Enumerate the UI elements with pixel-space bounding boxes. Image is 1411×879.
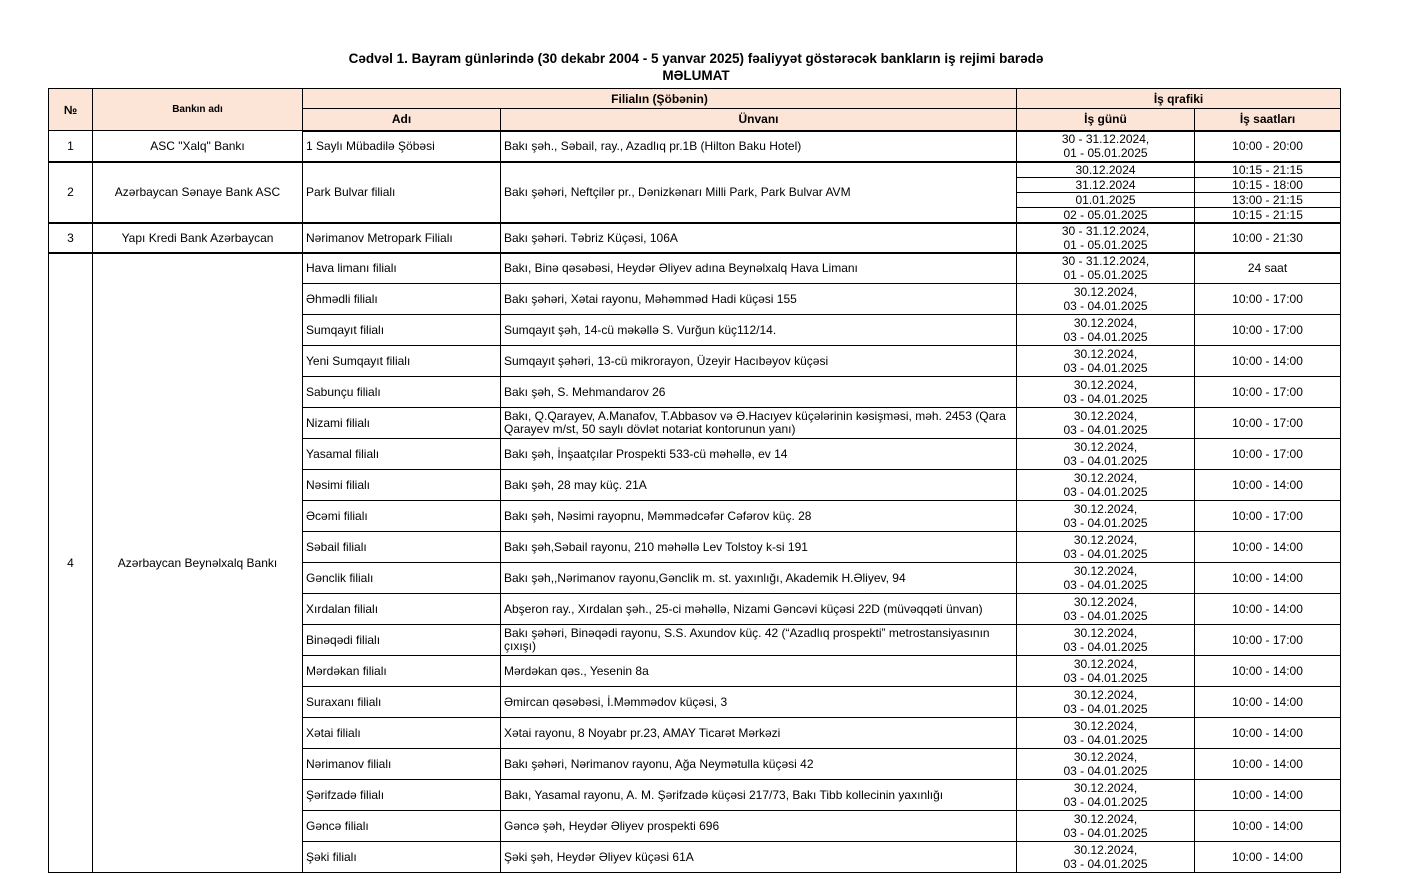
work-day-line: 03 - 04.01.2025 <box>1063 516 1148 530</box>
row-address: Bakı şəhəri, Nərimanov rayonu, Ağa Neymətulla küçəsi 42 <box>501 749 1017 780</box>
row-address: Əmircan qəsəbəsi, İ.Məmmədov küçəsi, 3 <box>501 687 1017 718</box>
row-bank-name: ASC "Xalq" Bankı <box>93 131 303 162</box>
row-branch-name: Gəncə filialı <box>303 811 501 842</box>
row-work-hours: 10:00 - 14:00 <box>1195 687 1341 718</box>
row-address: Abşeron ray., Xırdalan şəh., 25-ci məhəllə, Nizami Gəncəvi küçəsi 22D (müvəqqəti ünvan) <box>501 594 1017 625</box>
row-work-day <box>1017 377 1195 408</box>
work-day-line: 03 - 04.01.2025 <box>1063 578 1148 592</box>
row-branch-name: Əcəmi filialı <box>303 501 501 532</box>
work-day-line: 30.12.2024, <box>1073 564 1138 578</box>
row-address: Bakı şəh, 28 may küç. 21A <box>501 470 1017 501</box>
row-address: Mərdəkan qəs., Yesenin 8a <box>501 656 1017 687</box>
row-work-day <box>1017 656 1195 687</box>
row-address: Bakı şəh, Nəsimi rayopnu, Məmmədcəfər Cəfərov küç. 28 <box>501 501 1017 532</box>
header-work-day: İş günü <box>1017 109 1195 131</box>
work-day-line: 03 - 04.01.2025 <box>1063 330 1148 344</box>
row-work-day <box>1017 625 1195 656</box>
row-branch-name: Səbail filialı <box>303 532 501 563</box>
row-work-hours: 10:00 - 17:00 <box>1195 377 1341 408</box>
work-day-line: 30.12.2024, <box>1073 719 1138 733</box>
row-branch-name: Şəki filialı <box>303 842 501 873</box>
row-address: Bakı şəhəri. Təbriz Küçəsi, 106A <box>501 223 1017 253</box>
row-work-day <box>1017 780 1195 811</box>
row-branch-name: Nərimanov Metropark Filialı <box>303 223 501 253</box>
work-day-line: 30.12.2024, <box>1073 285 1138 299</box>
row-branch-name: Gənclik filialı <box>303 563 501 594</box>
row-address: Sumqayıt şəhəri, 13-cü mikrorayon, Üzeyir Hacıbəyov küçəsi <box>501 346 1017 377</box>
row-work-hours: 10:00 - 17:00 <box>1195 284 1341 315</box>
row-work-hours: 10:00 - 17:00 <box>1195 408 1341 439</box>
table-subtitle: MƏLUMAT <box>662 68 730 83</box>
row-branch-name: Nizami filialı <box>303 408 501 439</box>
work-day-line: 03 - 04.01.2025 <box>1063 299 1148 313</box>
row-work-hours: 10:00 - 17:00 <box>1195 439 1341 470</box>
work-day-line: 30.12.2024, <box>1073 688 1138 702</box>
row-no: 2 <box>49 162 93 223</box>
row-branch-name: Şərifzadə filialı <box>303 780 501 811</box>
row-bank-name: Yapı Kredi Bank Azərbaycan <box>93 223 303 253</box>
work-day-line: 30.12.2024, <box>1073 471 1138 485</box>
row-work-day <box>1017 223 1195 253</box>
header-branch-name: Adı <box>303 109 501 131</box>
row-address: Bakı şəh,,Nərimanov rayonu,Gənclik m. st. yaxınlığı, Akademik H.Əliyev, 94 <box>501 563 1017 594</box>
work-day-line: 30.12.2024, <box>1073 843 1138 857</box>
work-day-line: 30 - 31.12.2024, <box>1061 132 1150 146</box>
table-row <box>49 223 1341 253</box>
row-work-day <box>1017 501 1195 532</box>
header-branch-group: Filialın (Şöbənin) <box>303 89 1017 109</box>
row-branch-name: Xətai filialı <box>303 718 501 749</box>
work-day-line: 03 - 04.01.2025 <box>1063 857 1148 871</box>
row-no: 1 <box>49 131 93 162</box>
work-day-line: 30.12.2024, <box>1073 347 1138 361</box>
work-day-line: 30.12.2024, <box>1073 595 1138 609</box>
row-bank-name: Azərbaycan Beynəlxalq Bankı <box>93 253 303 873</box>
row-work-hours: 10:00 - 14:00 <box>1195 749 1341 780</box>
row-address: Bakı şəhəri, Xətai rayonu, Məhəmməd Hadi küçəsi 155 <box>501 284 1017 315</box>
row-address: Bakı şəh, İnşaatçılar Prospekti 533-cü məhəllə, ev 14 <box>501 439 1017 470</box>
work-day-line: 03 - 04.01.2025 <box>1063 361 1148 375</box>
work-day-line: 30.12.2024, <box>1073 626 1138 640</box>
row-work-day <box>1017 253 1195 284</box>
work-day-line: 01 - 05.01.2025 <box>1063 268 1148 283</box>
work-day-line: 01 - 05.01.2025 <box>1063 237 1148 252</box>
row-work-day <box>1017 408 1195 439</box>
header-address: Ünvanı <box>501 109 1017 131</box>
row-address: Gəncə şəh, Heydər Əliyev prospekti 696 <box>501 811 1017 842</box>
row-work-day <box>1017 346 1195 377</box>
table-row <box>49 253 1341 284</box>
row-work-hours: 10:00 - 14:00 <box>1195 718 1341 749</box>
row-work-day <box>1017 532 1195 563</box>
work-day-line: 30.12.2024, <box>1073 750 1138 764</box>
row-work-hours: 10:15 - 21:15 <box>1195 207 1341 223</box>
header-row-1 <box>49 89 1341 109</box>
row-address: Sumqayıt şəh, 14-cü məkəllə S. Vurğun küç112/14. <box>501 315 1017 346</box>
bank-schedule-table <box>48 88 1341 873</box>
row-work-day: 02 - 05.01.2025 <box>1017 207 1195 223</box>
row-work-hours: 10:00 - 14:00 <box>1195 780 1341 811</box>
work-day-line: 30.12.2024, <box>1073 502 1138 516</box>
row-work-day <box>1017 284 1195 315</box>
row-no: 3 <box>49 223 93 253</box>
row-work-hours: 10:00 - 20:00 <box>1195 131 1341 162</box>
work-day-line: 03 - 04.01.2025 <box>1063 795 1148 809</box>
row-branch-name: Əhmədli filialı <box>303 284 501 315</box>
row-bank-name: Azərbaycan Sənaye Bank ASC <box>93 162 303 223</box>
work-day-line: 30.12.2024, <box>1073 812 1138 826</box>
work-day-line: 30.12.2024, <box>1073 440 1138 454</box>
row-branch-name: Park Bulvar filialı <box>303 162 501 223</box>
row-address: Bakı, Q.Qarayev, A.Manafov, T.Abbasov və Ə.Hacıyev küçələrinin kəsişməsi, məh. 2453 (Qara Qarayev m/st, 50 saylı dövlət notariat kontorunun yanı) <box>501 408 1017 439</box>
row-address: Bakı şəh,Səbail rayonu, 210 məhəllə Lev Tolstoy k-si 191 <box>501 532 1017 563</box>
row-address: Şəki şəh, Heydər Əliyev küçəsi 61A <box>501 842 1017 873</box>
work-day-line: 03 - 04.01.2025 <box>1063 423 1148 437</box>
work-day-line: 03 - 04.01.2025 <box>1063 454 1148 468</box>
work-day-line: 03 - 04.01.2025 <box>1063 764 1148 778</box>
row-work-day: 31.12.2024 <box>1017 177 1195 192</box>
row-work-hours: 10:00 - 14:00 <box>1195 563 1341 594</box>
row-address: Bakı, Yasamal rayonu, A. M. Şərifzadə küçəsi 217/73, Bakı Tibb kollecinin yaxınlığı <box>501 780 1017 811</box>
row-branch-name: Nəsimi filialı <box>303 470 501 501</box>
row-branch-name: 1 Saylı Mübadilə Şöbəsi <box>303 131 501 162</box>
row-address: Xətai rayonu, 8 Noyabr pr.23, AMAY Ticarət Mərkəzi <box>501 718 1017 749</box>
work-day-line: 30.12.2024, <box>1073 378 1138 392</box>
work-day-line: 30.12.2024, <box>1073 409 1138 423</box>
row-work-hours: 13:00 - 21:15 <box>1195 192 1341 207</box>
row-work-hours: 10:00 - 17:00 <box>1195 315 1341 346</box>
row-work-day: 01.01.2025 <box>1017 192 1195 207</box>
header-no: № <box>49 89 93 131</box>
row-work-day <box>1017 131 1195 162</box>
row-work-hours: 10:00 - 14:00 <box>1195 811 1341 842</box>
row-work-day <box>1017 842 1195 873</box>
row-work-hours: 10:15 - 21:15 <box>1195 162 1341 178</box>
row-no: 4 <box>49 253 93 873</box>
work-day-line: 03 - 04.01.2025 <box>1063 702 1148 716</box>
work-day-line: 03 - 04.01.2025 <box>1063 733 1148 747</box>
row-work-hours: 10:00 - 14:00 <box>1195 532 1341 563</box>
row-branch-name: Nərimanov filialı <box>303 749 501 780</box>
row-work-hours: 10:00 - 17:00 <box>1195 501 1341 532</box>
row-work-hours: 10:00 - 21:30 <box>1195 223 1341 253</box>
row-branch-name: Binəqədi filialı <box>303 625 501 656</box>
row-work-day <box>1017 439 1195 470</box>
row-branch-name: Sabunçu filialı <box>303 377 501 408</box>
table-row <box>49 131 1341 162</box>
header-schedule-group: İş qrafiki <box>1017 89 1341 109</box>
row-work-day <box>1017 470 1195 501</box>
row-address: Bakı şəh., Səbail, ray., Azadlıq pr.1B (Hilton Baku Hotel) <box>501 131 1017 162</box>
row-address: Bakı şəh, S. Mehmandarov 26 <box>501 377 1017 408</box>
row-work-day <box>1017 594 1195 625</box>
work-day-line: 03 - 04.01.2025 <box>1063 609 1148 623</box>
row-work-day <box>1017 563 1195 594</box>
work-day-line: 30 - 31.12.2024, <box>1061 254 1150 269</box>
work-day-line: 30.12.2024, <box>1073 316 1138 330</box>
work-day-line: 03 - 04.01.2025 <box>1063 640 1148 654</box>
work-day-line: 03 - 04.01.2025 <box>1063 485 1148 499</box>
row-work-day <box>1017 687 1195 718</box>
row-branch-name: Mərdəkan filialı <box>303 656 501 687</box>
work-day-line: 03 - 04.01.2025 <box>1063 671 1148 685</box>
table-title: Cədvəl 1. Bayram günlərində (30 dekabr 2004 - 5 yanvar 2025) fəaliyyət göstərəcək bankların iş rejimi barədə <box>348 51 1044 66</box>
work-day-line: 30.12.2024, <box>1073 533 1138 547</box>
row-work-hours: 10:00 - 14:00 <box>1195 594 1341 625</box>
row-branch-name: Hava limanı filialı <box>303 253 501 284</box>
row-branch-name: Yeni Sumqayıt filialı <box>303 346 501 377</box>
header-work-hours: İş saatları <box>1195 109 1341 131</box>
row-work-day <box>1017 315 1195 346</box>
row-work-hours: 10:00 - 14:00 <box>1195 656 1341 687</box>
row-work-hours: 10:00 - 14:00 <box>1195 470 1341 501</box>
table-row <box>49 162 1341 178</box>
row-address: Bakı şəhəri, Neftçilər pr., Dənizkənarı Milli Park, Park Bulvar AVM <box>501 162 1017 223</box>
row-work-hours: 10:00 - 14:00 <box>1195 346 1341 377</box>
row-branch-name: Sumqayıt filialı <box>303 315 501 346</box>
work-day-line: 30 - 31.12.2024, <box>1061 223 1150 238</box>
row-branch-name: Suraxanı filialı <box>303 687 501 718</box>
row-work-day <box>1017 749 1195 780</box>
row-work-day <box>1017 718 1195 749</box>
row-branch-name: Xırdalan filialı <box>303 594 501 625</box>
row-address: Bakı şəhəri, Binəqədi rayonu, S.S. Axundov küç. 42 (“Azadlıq prospekti” metrostansiyasının çıxışı) <box>501 625 1017 656</box>
row-work-day <box>1017 811 1195 842</box>
work-day-line: 03 - 04.01.2025 <box>1063 392 1148 406</box>
work-day-line: 03 - 04.01.2025 <box>1063 826 1148 840</box>
work-day-line: 30.12.2024, <box>1073 781 1138 795</box>
row-branch-name: Yasamal filialı <box>303 439 501 470</box>
work-day-line: 01 - 05.01.2025 <box>1063 146 1148 160</box>
row-address: Bakı, Binə qəsəbəsi, Heydər Əliyev adına Beynəlxalq Hava Limanı <box>501 253 1017 284</box>
row-work-hours: 10:15 - 18:00 <box>1195 177 1341 192</box>
row-work-day: 30.12.2024 <box>1017 162 1195 178</box>
work-day-line: 03 - 04.01.2025 <box>1063 547 1148 561</box>
work-day-line: 30.12.2024, <box>1073 657 1138 671</box>
row-work-hours: 10:00 - 14:00 <box>1195 842 1341 873</box>
row-work-hours: 10:00 - 17:00 <box>1195 625 1341 656</box>
row-work-hours: 24 saat <box>1195 253 1341 284</box>
header-bank-name: Bankın adı <box>93 89 303 131</box>
